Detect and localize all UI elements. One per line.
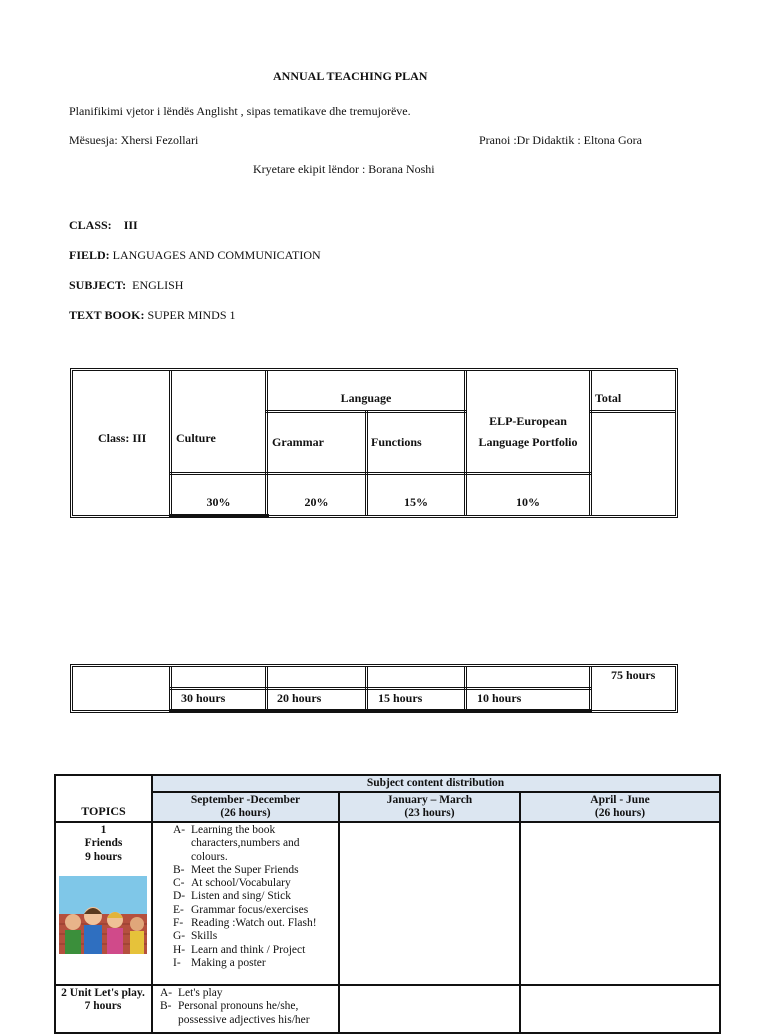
elp-header: ELP-European Language Portfolio bbox=[478, 414, 578, 449]
subtitle: Planifikimi vjetor i lëndës Anglisht , sipas tematikave dhe tremujorëve. bbox=[69, 104, 411, 118]
head-of-team: Kryetare ekipit lëndor : Borana Noshi bbox=[253, 162, 435, 176]
functions-percent: 15% bbox=[404, 495, 428, 509]
list-item: C- At school/Vocabulary bbox=[173, 877, 291, 890]
term-1-header: September -December (26 hours) bbox=[190, 794, 301, 819]
list-item: G- Skills bbox=[173, 930, 218, 943]
topic-1-label: 1 Friends 9 hours bbox=[84, 824, 123, 863]
list-item: F- Reading :Watch out. Flash! bbox=[173, 917, 317, 930]
list-item: E- Grammar focus/exercises bbox=[173, 903, 309, 916]
info-subject: SUBJECT: ENGLISH bbox=[69, 278, 184, 292]
culture-percent: 30% bbox=[206, 495, 231, 509]
total-hours: 75 hours bbox=[611, 668, 656, 682]
topics-header: TOPICS bbox=[81, 804, 126, 818]
list-item: A- Let's play bbox=[160, 987, 223, 999]
functions-header: Functions bbox=[371, 435, 422, 449]
list-item: H- Learn and think / Project bbox=[173, 943, 306, 956]
list-item: I- Making a poster bbox=[173, 956, 266, 969]
culture-header: Culture bbox=[176, 431, 216, 445]
teacher-name: Mësuesja: Xhersi Fezollari bbox=[69, 133, 199, 147]
list-item: D- Listen and sing/ Stick bbox=[173, 890, 291, 903]
grammar-header: Grammar bbox=[272, 435, 324, 449]
friends-illustration bbox=[59, 876, 147, 954]
topic-1-items bbox=[173, 824, 335, 970]
total-header: Total bbox=[595, 391, 622, 405]
class-label: Class: III bbox=[98, 431, 147, 445]
term-2-header: January – March (23 hours) bbox=[386, 794, 473, 819]
info-textbook: TEXT BOOK: SUPER MINDS 1 bbox=[69, 308, 236, 322]
list-item: B- Personal pronouns he/she, possessive adjectives his/her bbox=[160, 1000, 310, 1026]
elp-percent: 10% bbox=[516, 495, 540, 509]
elp-hours: 10 hours bbox=[477, 691, 522, 705]
list-item: B- Meet the Super Friends bbox=[173, 863, 299, 876]
info-class: CLASS: III bbox=[69, 218, 138, 232]
grammar-hours: 20 hours bbox=[277, 691, 322, 705]
culture-hours: 30 hours bbox=[181, 691, 226, 705]
topic-2-label: 2 Unit Let's play. 7 hours bbox=[61, 987, 145, 1013]
grammar-percent: 20% bbox=[304, 495, 329, 509]
distribution-header: Subject content distribution bbox=[366, 777, 505, 789]
language-header: Language bbox=[340, 391, 392, 405]
info-field: FIELD: LANGUAGES AND COMMUNICATION bbox=[69, 248, 321, 262]
term-3-header: April - June (26 hours) bbox=[590, 794, 650, 819]
page-title: ANNUAL TEACHING PLAN bbox=[273, 69, 428, 83]
topic-2-items bbox=[160, 987, 336, 1027]
approved-by: Pranoi :Dr Didaktik : Eltona Gora bbox=[479, 133, 642, 147]
functions-hours: 15 hours bbox=[378, 691, 423, 705]
list-item: A- Learning the book characters,numbers and colours. bbox=[173, 824, 300, 863]
